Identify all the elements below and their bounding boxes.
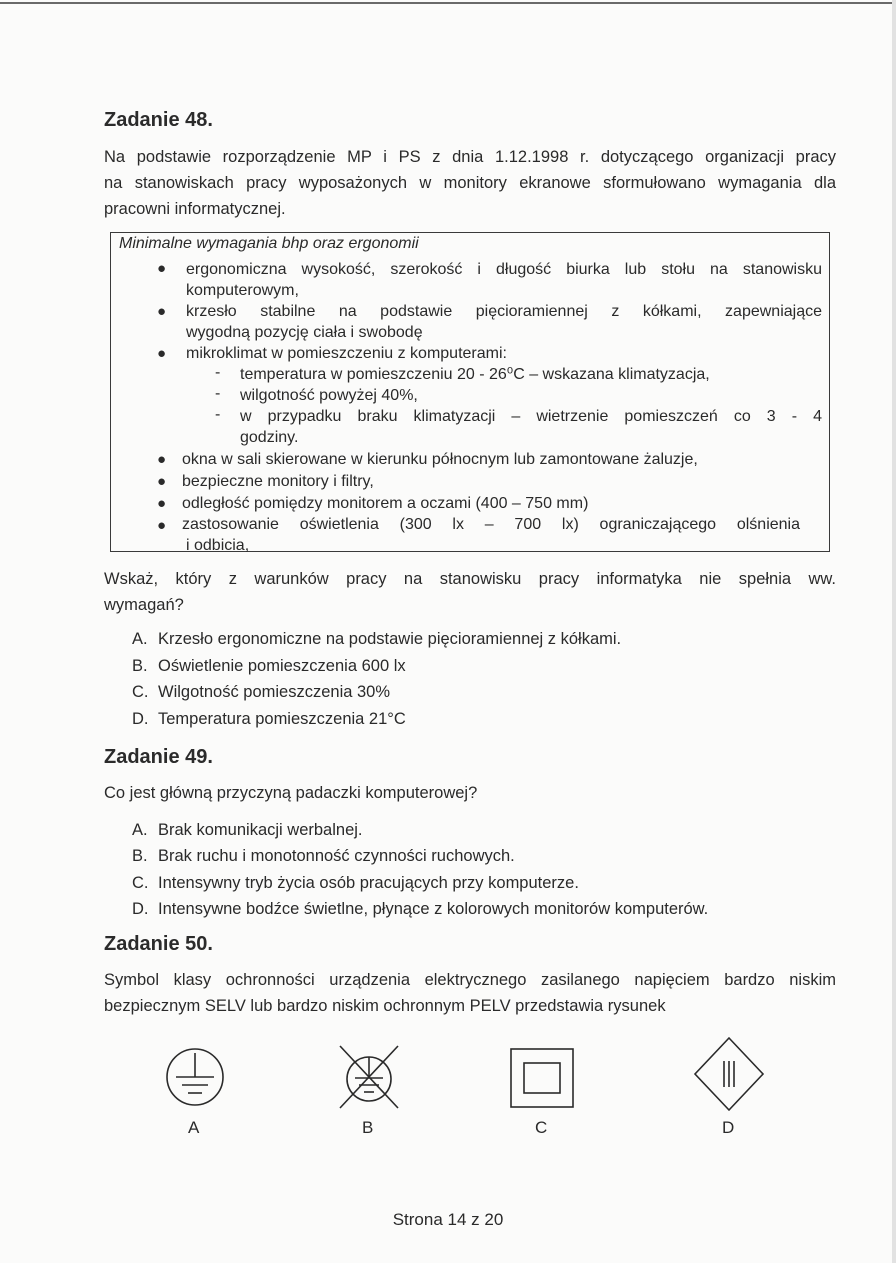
bullet-icon: ● (157, 345, 167, 362)
answer-text: Temperatura pomieszczenia 21°C (158, 710, 406, 728)
answer-text: Oświetlenie pomieszczenia 600 lx (158, 657, 406, 675)
requirement-item: odległość pomiędzy monitorem a oczami (400 – 750 mm) (182, 495, 589, 512)
requirement-text: i odbicia, (186, 537, 250, 554)
answer-letter: C. (132, 683, 149, 701)
requirement-item (186, 301, 822, 343)
answer-text: Brak ruchu i monotonność czynności ruchowych. (158, 847, 515, 865)
requirement-subitem (240, 406, 822, 448)
answer-letter: C. (132, 874, 149, 892)
dash-marker: - (215, 385, 221, 402)
earth-ground-circle-icon (163, 1044, 227, 1110)
task48-question (104, 566, 836, 618)
task49-question: Co jest główną przyczyną padaczki komputerowej? (104, 784, 478, 802)
requirement-text: w przypadku braku klimatyzacji – wietrzenie pomieszczeń co 3 - 4 (240, 408, 822, 425)
bullet-icon: ● (157, 495, 167, 512)
diamond-iii-icon (693, 1036, 765, 1114)
answer-option (132, 898, 708, 920)
requirement-item (186, 259, 822, 301)
requirement-text: krzesło stabilne na podstawie pięcioramiennej z kółkami, zapewniające (186, 303, 822, 320)
dash-marker: - (215, 364, 221, 381)
figure-label: D (722, 1118, 735, 1137)
answer-text: Intensywne bodźce świetlne, płynące z kolorowych monitorów komputerów. (158, 900, 709, 918)
requirement-item (182, 514, 800, 556)
task48-intro-line: Na podstawie rozporządzenie MP i PS z dnia 1.12.1998 r. dotyczącego organizacji pracy (104, 148, 836, 166)
figure-label: C (535, 1118, 548, 1137)
bullet-icon: ● (157, 473, 167, 490)
answer-option (132, 708, 406, 730)
requirement-item: bezpieczne monitory i filtry, (182, 473, 374, 490)
answer-option (132, 628, 621, 650)
answer-text: Krzesło ergonomiczne na podstawie pięcioramiennej z kółkami. (158, 630, 622, 648)
dash-marker: - (215, 406, 221, 423)
task48-question-line: Wskaż, który z warunków pracy na stanowisku pracy informatyka nie spełnia ww. (104, 570, 836, 588)
requirement-subitem: temperatura w pomieszczeniu 20 - 26⁰C – wskazana klimatyzacja, (240, 366, 710, 383)
double-square-icon (509, 1047, 575, 1109)
crossed-earth-ground-icon (336, 1044, 402, 1110)
answer-letter: D. (132, 710, 149, 728)
task48-intro-line: na stanowiskach pracy wyposażonych w monitory ekranowe sformułowano wymagania dla (104, 174, 836, 192)
figure-label: A (188, 1118, 200, 1137)
requirement-text: zastosowanie oświetlenia (300 lx – 700 lx) ograniczającego olśnienia (182, 516, 800, 533)
answer-option (132, 845, 515, 867)
answer-text: Brak komunikacji werbalnej. (158, 821, 363, 839)
requirement-text: ergonomiczna wysokość, szerokość i długość biurka lub stołu na stanowisku (186, 261, 822, 278)
bullet-icon: ● (157, 517, 167, 534)
scan-top-edge (0, 2, 896, 4)
task48-intro-line: pracowni informatycznej. (104, 200, 286, 218)
task48-intro (104, 144, 836, 222)
figure-label: B (362, 1118, 374, 1137)
task50-question-line: Symbol klasy ochronności urządzenia elektrycznego zasilanego napięciem bardzo niskim (104, 971, 836, 989)
task50-question (104, 967, 836, 1019)
answer-option (132, 872, 579, 894)
requirements-box (110, 232, 830, 552)
bullet-icon: ● (157, 303, 167, 320)
answer-letter: B. (132, 847, 148, 865)
answer-letter: D. (132, 900, 149, 918)
requirement-text: komputerowym, (186, 282, 299, 299)
answer-text: Wilgotność pomieszczenia 30% (158, 683, 391, 701)
task50-heading: Zadanie 50. (104, 933, 213, 955)
scan-right-edge (892, 0, 896, 1263)
requirement-subitem: wilgotność powyżej 40%, (240, 387, 418, 404)
requirements-box-title: Minimalne wymagania bhp oraz ergonomii (119, 235, 419, 252)
task48-question-line: wymagań? (104, 596, 184, 614)
task48-heading: Zadanie 48. (104, 109, 213, 131)
answer-letter: B. (132, 657, 148, 675)
requirement-item: mikroklimat w pomieszczeniu z komputerami: (186, 345, 507, 362)
answer-text: Intensywny tryb życia osób pracujących przy komputerze. (158, 874, 579, 892)
answer-option (132, 819, 363, 841)
bullet-icon: ● (157, 451, 167, 468)
requirement-text: wygodną pozycję ciała i swobodę (186, 324, 423, 341)
requirement-item: okna w sali skierowane w kierunku północnym lub zamontowane żaluzje, (182, 451, 698, 468)
page-footer: Strona 14 z 20 (392, 1210, 504, 1229)
requirement-text: godziny. (240, 429, 299, 446)
task50-question-line: bezpiecznym SELV lub bardzo niskim ochronnym PELV przedstawia rysunek (104, 997, 666, 1015)
answer-option (132, 681, 390, 703)
answer-letter: A. (132, 821, 148, 839)
answer-letter: A. (132, 630, 148, 648)
task49-heading: Zadanie 49. (104, 746, 213, 768)
answer-option (132, 655, 406, 677)
bullet-icon: ● (157, 260, 167, 277)
